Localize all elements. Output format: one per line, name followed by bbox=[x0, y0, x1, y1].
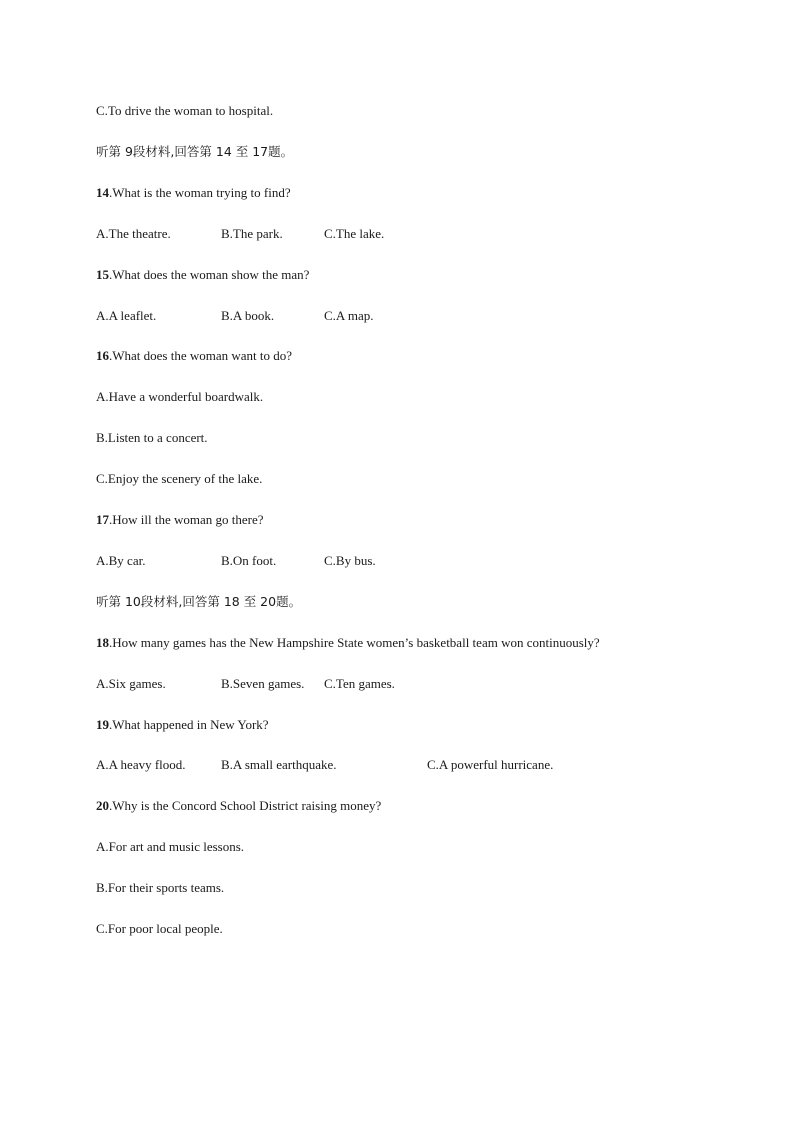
option-c: C.The lake. bbox=[324, 225, 385, 241]
option-a: A.By car. bbox=[96, 552, 146, 568]
question-number: 15 bbox=[96, 266, 109, 282]
options-row bbox=[0, 676, 794, 692]
question-18 bbox=[96, 635, 600, 651]
option-c: C.By bus. bbox=[324, 552, 376, 568]
options-row bbox=[0, 553, 794, 569]
question-number: 16 bbox=[96, 348, 109, 364]
option-b: B.Seven games. bbox=[221, 675, 305, 691]
answer-option-line: C.For poor local people. bbox=[96, 921, 223, 936]
question-15 bbox=[96, 267, 309, 283]
answer-option-line: C.Enjoy the scenery of the lake. bbox=[96, 471, 263, 487]
answer-option-line: A.For art and music lessons. bbox=[96, 839, 245, 855]
question-17 bbox=[96, 512, 264, 528]
question-text: .How many games has the New Hampshire State women’s basketball team won continuously? bbox=[109, 634, 600, 650]
section-instruction: 听第 9段材料,回答第 14 至 17题。 bbox=[96, 143, 294, 159]
question-number: 19 bbox=[96, 716, 109, 732]
options-row bbox=[0, 308, 794, 324]
question-19 bbox=[96, 717, 269, 733]
option-c: C.A powerful hurricane. bbox=[427, 757, 554, 773]
question-text: .Why is the Concord School District raising money? bbox=[109, 798, 382, 814]
option-a: A.The theatre. bbox=[96, 225, 171, 241]
option-a: A.A heavy flood. bbox=[96, 757, 186, 773]
answer-option-line: A.Have a wonderful boardwalk. bbox=[96, 389, 264, 405]
option-a: A.A leaflet. bbox=[96, 307, 157, 323]
answer-option-line: B.Listen to a concert. bbox=[96, 430, 208, 446]
option-c: C.A map. bbox=[324, 307, 374, 323]
question-text: .What happened in New York? bbox=[109, 716, 269, 732]
question-number: 14 bbox=[96, 184, 109, 200]
option-b: B.The park. bbox=[221, 225, 283, 241]
question-text: .How ill the woman go there? bbox=[109, 512, 264, 527]
question-text: .What does the woman want to do? bbox=[109, 348, 293, 364]
option-b: B.A small earthquake. bbox=[221, 757, 337, 773]
question-number: 20 bbox=[96, 798, 109, 814]
options-row bbox=[0, 757, 794, 773]
question-14 bbox=[96, 185, 291, 201]
question-text: .What is the woman trying to find? bbox=[109, 184, 291, 200]
question-16 bbox=[96, 348, 292, 364]
section-instruction: 听第 10段材料,回答第 18 至 20题。 bbox=[96, 593, 302, 609]
options-row bbox=[0, 226, 794, 242]
question-number: 18 bbox=[96, 634, 109, 650]
option-a: A.Six games. bbox=[96, 675, 166, 691]
answer-option-line: B.For their sports teams. bbox=[96, 880, 225, 896]
option-c: C.Ten games. bbox=[324, 675, 395, 691]
question-20 bbox=[96, 798, 381, 814]
option-b: B.On foot. bbox=[221, 552, 277, 568]
question-text: .What does the woman show the man? bbox=[109, 266, 310, 282]
option-b: B.A book. bbox=[221, 307, 275, 323]
question-number: 17 bbox=[96, 512, 109, 527]
answer-option-line: C.To drive the woman to hospital. bbox=[96, 103, 274, 118]
